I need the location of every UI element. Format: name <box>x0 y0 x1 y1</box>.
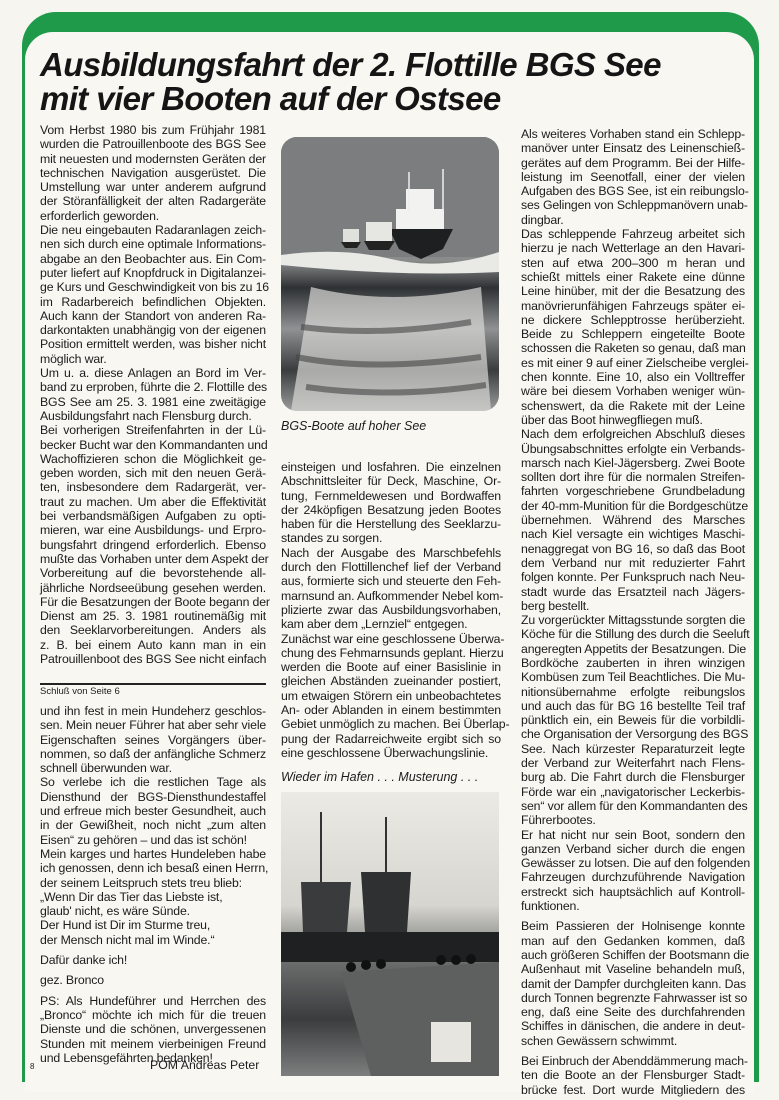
text-line: Schiffes in dänischen, die andere in deut- <box>521 1019 745 1034</box>
text-line: ich genossen, denn ich besaß einen Herrn, <box>40 861 269 876</box>
text-line: sen“ vor allem für den Kommandanten des <box>521 798 748 813</box>
text-line: angeregten Appetits der Besatzungen. Die <box>521 641 747 656</box>
right-column-article <box>521 127 751 1097</box>
text-line: schossen die Raketen so genau, daß man <box>521 341 746 356</box>
text-line: Als weiteres Vorhaben stand ein Schlepp- <box>521 127 745 141</box>
text-line: und erfreue mich bester Gesundheit, auch <box>40 804 266 819</box>
text-line: becker Bucht war den Kommandanten und <box>40 437 268 452</box>
text-line: nen sich durch eine optimale Informations- <box>40 237 266 252</box>
text-line: mit neuesten und modernsten Geräten der <box>40 151 266 166</box>
paragraph <box>40 890 266 947</box>
text-line: PS: Als Hundeführer und Herrchen des <box>40 993 266 1008</box>
text-line: standes zu sorgen. <box>281 531 383 546</box>
text-line: schen Gewässern schwimmt. <box>521 1033 678 1048</box>
text-line: wäre bei diesem Vorhaben weniger wün- <box>521 384 745 399</box>
text-line: nitionsübernahme erfolgte reibungslos <box>521 684 745 699</box>
text-line: durch den Flottillenchef lief der Verband <box>281 560 501 575</box>
text-line: Patrouillenboot des BGS See nicht einfach <box>40 651 267 666</box>
paragraph <box>40 423 270 666</box>
photo-boats-at-sea <box>281 137 499 411</box>
paragraph <box>281 545 504 632</box>
text-line: Leine hinüber, mit der die Besatzung des <box>521 284 745 299</box>
text-line: Außenhaut mit Vaseline behandeln muß, <box>521 962 745 977</box>
text-line: durch Tonnen begrenzte Fahrwasser ist so <box>521 990 748 1005</box>
paragraph <box>281 631 510 761</box>
text-line: eine geschlossene Überwachungslinie. <box>281 745 489 760</box>
text-line: fahrten vorgeschriebene Grundbeladung <box>521 484 745 499</box>
text-line: Vorbereitung auf die bevorstehende all- <box>40 566 266 581</box>
text-line: Übungsabschnittes erfolgte ein Verbands- <box>521 441 745 456</box>
text-line: Dienste und die schönen, unvergessenen <box>40 1022 266 1037</box>
text-line: haben für die Herstellung des Seeklarzu- <box>281 517 501 532</box>
text-line: ge Kurs und Geschwindigkeit von bis zu 16 <box>40 280 269 295</box>
text-line: bei verbandsmäßigen Aufgaben zu opti- <box>40 509 266 524</box>
text-line: Nach der Ausgabe des Marschbefehls <box>281 545 501 560</box>
text-line: ne dickere Schlepptrosse herüberzieht. <box>521 312 745 327</box>
text-line: leistung im Seenotfall, einer der vielen <box>521 169 745 184</box>
text-line: ten, insbesondere dem Radargerät, ver- <box>40 480 266 495</box>
text-line: auch größeren Schiffen der Bootsmann die <box>521 947 750 962</box>
text-line: sollten dort ihre für die normalen Streifen- <box>521 470 745 485</box>
photo-caption-2: Wieder im Hafen . . . Musterung . . . <box>281 770 479 784</box>
text-line: aus, formierte sich und steuerte den Feh- <box>281 574 501 589</box>
text-line: mußte das Vorhaben unter dem Aspekt der <box>40 551 269 566</box>
paragraph <box>281 460 501 546</box>
text-line: werden die Boote auf einer Basislinie in <box>281 660 501 675</box>
text-line: geben worden, sich mit den neuen Gerä- <box>40 466 266 481</box>
text-line: berg bestellt. <box>521 598 590 613</box>
text-line: Ausbildungsfahrt nach Flensburg durch. <box>40 408 252 423</box>
text-line: Um u. a. diese Anlagen an Bord im Ver- <box>40 366 266 381</box>
text-line: jährliche Nordseeübung gesehen werden. <box>40 580 266 595</box>
text-line: ganzen Verband sicher durch die engen <box>521 841 745 856</box>
text-line: Kombüsen zum Teil Beachtliches. Die Mu- <box>521 670 746 685</box>
middle-column-article <box>281 460 510 760</box>
text-line: dingbar. <box>521 212 564 227</box>
text-line: puter liefert auf Knopfdruck in Digitalanzei- <box>40 265 266 280</box>
paragraph <box>40 704 266 775</box>
text-line: mieren, war eine Ausbildungs- und Erpro- <box>40 523 266 538</box>
text-line: dem Verband nur mit reduzierter Fahrt <box>521 555 745 570</box>
paragraph <box>40 973 266 987</box>
harbor-illustration <box>281 792 499 1076</box>
paragraph <box>521 127 749 227</box>
text-line: marnsund an. Aufkommender Nebel kom- <box>281 588 504 603</box>
left-column-continuation <box>40 704 269 1065</box>
text-line: glaub' nicht, es wäre Sünde. <box>40 904 190 919</box>
text-line: Gebiet unmöglich zu machen. Bei Überlap- <box>281 717 510 732</box>
text-line: eng, daß eine Seite des durchfahrenden <box>521 1005 745 1020</box>
text-line: und ihn fest in mein Hundeherz geschlos- <box>40 704 266 718</box>
text-line: sen. Mein neuer Führer hat aber sehr viele <box>40 718 267 733</box>
paragraph <box>40 994 266 1065</box>
text-line: Gewässer zu lotsen. Die auf den folgenden <box>521 856 751 871</box>
section-divider <box>40 683 266 685</box>
text-line: man auf den Gedanken kommen, daß <box>521 933 745 948</box>
text-line: der 24köpfigen Besatzung jeden Bootes <box>281 502 501 517</box>
boats-illustration <box>281 137 499 411</box>
text-line: der Mensch nicht mal im Winde.“ <box>40 932 215 947</box>
paragraph <box>521 827 751 914</box>
text-line: folgen konnte. Per Funkspruch nach Neu- <box>521 570 745 585</box>
text-line: Vom Herbst 1980 bis zum Frühjahr 1981 <box>40 123 266 137</box>
text-line: Die neu eingebauten Radaranlagen zeich- <box>40 223 266 238</box>
text-line: Er hat nicht nur sein Boot, sondern den <box>521 827 745 842</box>
text-line: See. Nach kürzester Reparaturzeit legte <box>521 741 745 756</box>
text-line: abgabe an den Beobachter aus. Ein Com- <box>40 251 266 266</box>
text-line: es mit einer 9 auf einer Zielscheibe verglei- <box>521 355 749 370</box>
text-line: „Wenn Dir das Tier das Liebste ist, <box>40 889 223 904</box>
text-line: band zu erproben, führte die 2. Flottille des <box>40 380 268 395</box>
text-line: Nach dem erfolgreichen Abschluß dieses <box>521 427 745 442</box>
text-line: möglich war. <box>40 351 107 366</box>
text-line: Fahrzeugen durchzuführende Navigation <box>521 870 745 885</box>
text-line: und Lebensgefährten bedanken! <box>40 1050 213 1065</box>
text-line: BGS See am 25. 3. 1981 eine zweitägige <box>40 394 266 409</box>
text-line: schießt mittels einer Rakete eine dünne <box>521 269 745 284</box>
photo-harbor-muster <box>281 792 499 1076</box>
text-line: Zu vorgerückter Mittagsstunde sorgten die <box>521 613 746 628</box>
text-line: Mein karges und hartes Hundeleben habe <box>40 846 266 861</box>
text-line: marsch nach Kiel-Jägersberg. Zwei Boote <box>521 455 745 470</box>
paragraph <box>40 223 269 366</box>
text-line: Bei vorherigen Streifenfahrten in der Lü- <box>40 423 266 438</box>
paragraph <box>521 227 749 427</box>
paragraph <box>521 427 749 613</box>
text-line: Bordköche zauberten in ihren winzigen <box>521 655 745 670</box>
text-line: nommen, so daß der anfängliche Schmerz <box>40 746 267 761</box>
text-line: der Verband zur Weiterfahrt nach Flens- <box>521 756 745 771</box>
text-line: erstreckt sich hauptsächlich auf Kontroll- <box>521 884 745 899</box>
text-line: der Störanfälligkeit der alten Radargeräte <box>40 194 266 209</box>
text-line: An- oder Ablanden in einem bestimmten <box>281 703 501 718</box>
text-line: im Radarbereich befindlichen Objekten. <box>40 294 266 309</box>
text-line: ses Gelingen von Schleppmanövern unab- <box>521 198 748 213</box>
text-line: stadt wurde das Ersatzteil nach Jägers- <box>521 584 745 599</box>
text-line: pünktlich ein, ein Beweis für die vorbildli- <box>521 713 745 728</box>
text-line: brücke fest. Dort wurde Mitgliedern des <box>521 1082 745 1097</box>
text-line: chen konnte. Eine 10, also ein Volltreffer <box>521 370 745 385</box>
text-line: Eisen“ zu gehören – und das ist schön! <box>40 832 247 847</box>
text-line: Bei Einbruch der Abenddämmerung mach- <box>521 1054 748 1068</box>
text-line: kam aber dem „Lernziel“ entgegen. <box>281 617 468 632</box>
text-line: Köche für die Stillung des durch die Seeluft <box>521 627 750 642</box>
article-title <box>40 48 661 116</box>
text-line: gleichen Abständen zueinander postiert, <box>281 674 501 689</box>
continued-note: Schluß von Seite 6 <box>40 686 120 697</box>
text-line: erforderlich geworden. <box>40 208 160 223</box>
text-line: Abschnittsleiter für Deck, Maschine, Or- <box>281 474 501 489</box>
text-line: chung des Fehmarnsunds geplant. Hierzu <box>281 645 504 660</box>
paragraph <box>40 846 269 890</box>
text-line: traut zu machen. Um aber die Effektivität <box>40 494 266 509</box>
text-line: Eigenschaften seines Vorgängers über- <box>40 732 266 747</box>
text-line: Diensthund der BGS-Diensthundestaffel <box>40 789 266 804</box>
text-line: Beim Passieren der Holnisenge konnte <box>521 919 745 934</box>
text-line: So verlebe ich die restlichen Tage als <box>40 775 266 790</box>
text-line: nach Kiel versagte ein wichtiges Maschi- <box>521 527 745 542</box>
paragraph <box>521 1054 748 1097</box>
paragraph <box>40 123 266 223</box>
text-line: einsteigen und losfahren. Die einzelnen <box>281 460 501 474</box>
text-line: Wachoffizieren schon die Möglichkeit ge- <box>40 451 266 466</box>
title-line-2: mit vier Booten auf der Ostsee <box>40 80 501 117</box>
text-line: Für die Besatzungen der Boote begann der <box>40 594 270 609</box>
text-line: ten die Boote an der Flensburger Stadt- <box>521 1068 745 1083</box>
paragraph <box>521 613 750 828</box>
text-line: Aufgaben des BGS See, ist ein reibungslo- <box>521 184 749 199</box>
paragraph <box>521 919 750 1048</box>
text-line: tung, Fernmeldewesen und Bordwaffen <box>281 488 501 503</box>
text-line: Position ermittelt werden, was bisher nicht <box>40 337 266 352</box>
text-line: gez. Bronco <box>40 973 104 988</box>
text-line: über das Boot hinwegfliegen muß. <box>521 412 703 427</box>
text-line: Dienst am 25. 3. 1981 routinemäßig mit <box>40 609 266 624</box>
text-line: Dafür danke ich! <box>40 953 128 968</box>
text-line: burg ab. Die Fahrt durch die Flensburger <box>521 770 745 785</box>
photo-caption-1: BGS-Boote auf hoher See <box>281 419 427 433</box>
text-line: technischen Navigation ausgerüstet. Die <box>40 165 266 180</box>
paragraph <box>40 775 266 846</box>
text-line: funktionen. <box>521 899 580 914</box>
text-line: und auch das für BG 16 bestellte Teil traf <box>521 698 745 713</box>
text-line: pung der Radarreichweite ergibt sich so <box>281 731 501 746</box>
text-line: sten auf etwa 200–300 m heran und <box>521 255 745 270</box>
text-line: gerätes auf dem Programm. Bei der Hilfe- <box>521 155 745 170</box>
title-line-1: Ausbildungsfahrt der 2. Flottille BGS See <box>40 46 661 83</box>
text-line: Das schleppende Fahrzeug arbeitet sich <box>521 227 745 242</box>
text-line: manöver unter Einsatz des Leinenschieß- <box>521 141 745 156</box>
text-line: schenswert, da die Rakete mit der Leine <box>521 398 745 413</box>
text-line: hierzu je nach Wetterlage an den Havari- <box>521 241 745 256</box>
text-line: wurden die Patrouillenboote des BGS See <box>40 137 266 152</box>
text-line: Stunden mit meinem vierbeinigen Freund <box>40 1036 266 1051</box>
text-line: nenaggregat von BG 16, so daß das Boot <box>521 541 745 556</box>
text-line: Umstellung war unter anderem aufgrund <box>40 180 266 195</box>
paragraph <box>40 953 266 967</box>
text-line: schnell überwunden war. <box>40 761 172 776</box>
text-line: in der Gewißheit, noch nicht „zum alten <box>40 818 266 833</box>
text-line: damit der Dampfer durchgleiten kann. Das <box>521 976 747 991</box>
text-line: Auch kann der Standort von anderen Ra- <box>40 308 266 323</box>
text-line: um etwaigen Störern ein unbeobachtetes <box>281 688 501 703</box>
text-line: den Seeklarvorbereitungen. Anders als <box>40 623 266 638</box>
text-line: übernehmen. Während des Marsches <box>521 513 745 528</box>
text-line: plizierte zwar das Ausbildungsvorhaben, <box>281 602 501 617</box>
author-signature: POM Andreas Peter <box>150 1058 260 1072</box>
text-line: der 40-mm-Munition für die Bordgeschütze <box>521 498 749 513</box>
text-line: bungsfahrt dringend erforderlich. Ebenso <box>40 537 266 552</box>
text-line: che Organisation der Versorgung des BGS <box>521 727 749 742</box>
text-line: Der Hund ist Dir im Sturme treu, <box>40 918 211 933</box>
text-line: Führerbootes. <box>521 813 596 828</box>
text-line: der seinem Leitspruch stets treu blieb: <box>40 875 242 890</box>
left-column-article <box>40 123 270 666</box>
text-line: Zunächst war eine geschlossene Überwa- <box>281 631 505 646</box>
paragraph <box>40 366 266 423</box>
text-line: Beide zu Schleppern eingeteilte Boote <box>521 327 745 342</box>
text-line: „Bronco“ möchte ich mich für die treuen <box>40 1007 266 1022</box>
page-number: 8 <box>30 1062 35 1071</box>
text-line: z. B. bei einem Auto kann man in ein <box>40 637 266 652</box>
text-line: manövrierunfähigen Fahrzeugs später ei- <box>521 298 745 313</box>
text-line: darkontakten unabhängig von der eigenen <box>40 323 266 338</box>
text-line: Förde war ein „navigatorischer Leckerbis- <box>521 784 745 799</box>
